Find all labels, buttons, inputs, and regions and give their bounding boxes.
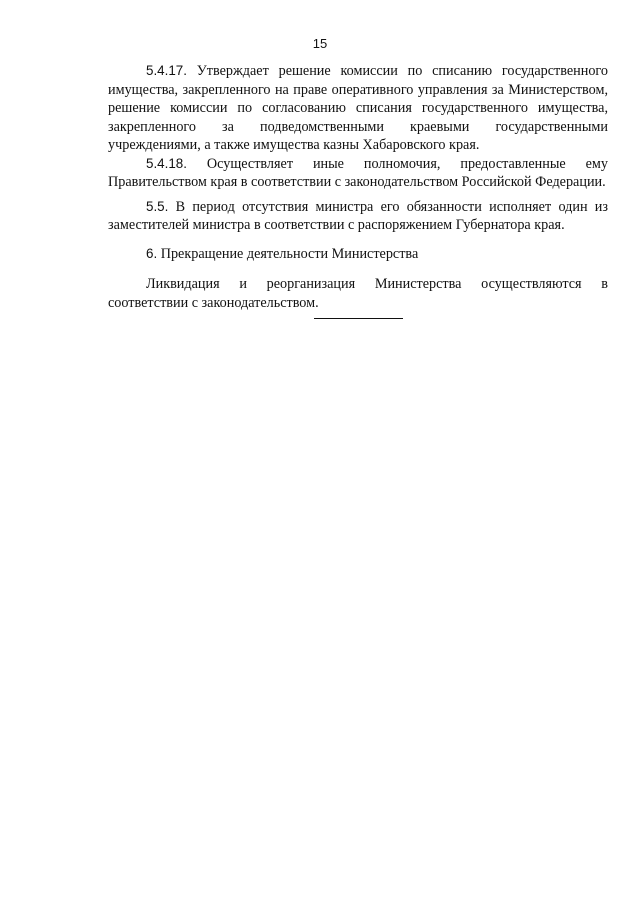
end-of-document-rule — [314, 318, 403, 319]
section-title: Прекращение деятельности Министерства — [157, 245, 419, 262]
clause-text: Осуществляет иные полномочия, предоставленные ему Правительством края в соответствии с законодательством Российской Федерации. — [108, 155, 608, 190]
clause-text: Утверждает решение комиссии по списанию государственного имущества, закрепленного на праве оперативного управления за Министерством, решение комиссии по согласованию списания государственного имущества, закрепленного за подведомственными краевыми государственными учреждениями, а также имущества казны Хабаровского края. — [108, 63, 608, 153]
clause-number: 5.4.17. — [146, 63, 187, 78]
closing-paragraph: Ликвидация и реорганизация Министерства осуществляются в соответствии с законодательством. — [108, 276, 608, 311]
clause-text: В период отсутствия министра его обязанности исполняет один из заместителей министра в соответствии с распоряжением Губернатора края. — [108, 198, 608, 233]
paragraph-5-5 — [108, 198, 608, 235]
section-number: 6. — [146, 245, 158, 261]
document-body — [108, 62, 608, 312]
page-number: 15 — [312, 36, 328, 51]
clause-number: 5.5. — [146, 198, 169, 214]
paragraph-5-4-17 — [108, 62, 608, 155]
section-heading — [108, 245, 608, 264]
paragraph-5-4-18 — [108, 155, 608, 192]
clause-number: 5.4.18. — [146, 155, 187, 171]
